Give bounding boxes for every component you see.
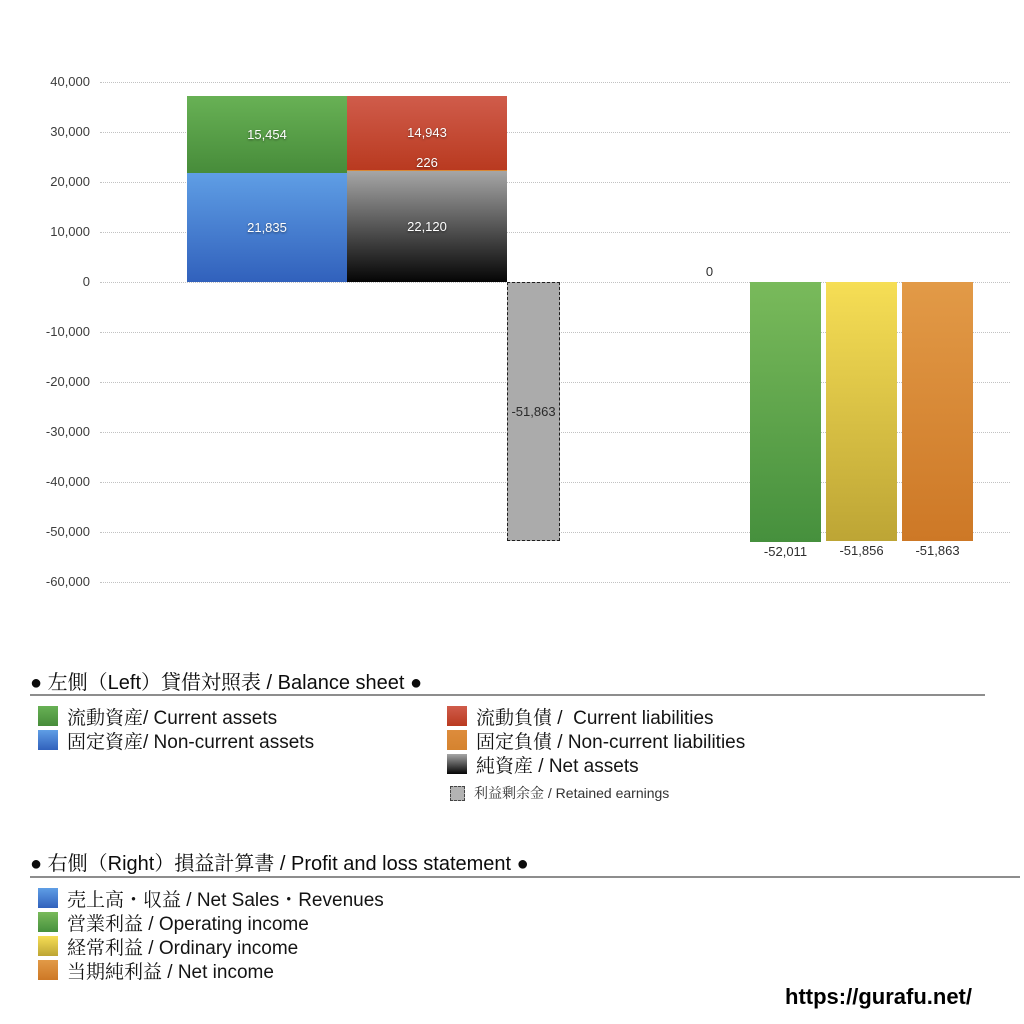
- balance-sheet-legend-title: ● 左側（Left）貸借対照表 / Balance sheet ●: [30, 672, 423, 694]
- y-axis-tick-label: 40,000: [50, 74, 90, 89]
- legend-label-retained-earnings: 利益剰余金 / Retained earnings: [474, 785, 670, 801]
- bar-value-label: 15,454: [247, 126, 287, 142]
- legend-item-operating-income: [38, 910, 384, 934]
- legend-swatch-operating-income: [38, 912, 58, 932]
- gridline: [100, 582, 1010, 583]
- legend-label-net-sales: 売上高・収益 / Net Sales・Revenues: [67, 889, 384, 911]
- bar-value-label: -51,856: [839, 543, 884, 559]
- legend-item-retained-earnings: [447, 782, 745, 804]
- bar-value-label: 22,120: [407, 219, 447, 235]
- y-axis-tick-label: -50,000: [45, 524, 90, 539]
- bar-ordinary-income: [826, 282, 897, 541]
- legend-label-non-current-assets: 固定資産/ Non-current assets: [67, 731, 315, 753]
- legend-item-current-liabilities: [447, 704, 745, 728]
- y-axis-tick-label: 0: [82, 274, 90, 289]
- gridline: [100, 82, 1010, 83]
- bar-value-label: -52,011: [763, 544, 808, 560]
- legend-item-net-sales: [38, 886, 384, 910]
- legend-swatch-net-assets: [447, 754, 467, 774]
- bar-retained-earnings: -51,863: [507, 282, 560, 541]
- watermark-url: https://gurafu.net/: [785, 984, 972, 1009]
- legend-swatch-ordinary-income: [38, 936, 58, 956]
- legend-label-current-liabilities: 流動負債 / Current liabilities: [476, 707, 714, 729]
- legend-item-net-assets: [447, 752, 745, 776]
- legend-swatch-current-assets: [38, 706, 58, 726]
- bar-value-label: 226: [416, 155, 438, 171]
- y-axis-tick-label: -30,000: [45, 424, 90, 439]
- legend-item-ordinary-income: [38, 934, 384, 958]
- bar-operating-income: [750, 282, 821, 542]
- legend-label-ordinary-income: 経常利益 / Ordinary income: [67, 937, 299, 959]
- bar-net-assets: [347, 171, 507, 282]
- balance-sheet-legend-column-liabilities: [447, 704, 745, 804]
- y-axis-tick-label: -10,000: [45, 324, 90, 339]
- legend-swatch-retained-earnings: [450, 786, 465, 801]
- pnl-legend-divider: [30, 876, 1020, 878]
- bar-current-assets: [187, 96, 347, 173]
- legend-label-operating-income: 営業利益 / Operating income: [67, 913, 309, 935]
- balance-sheet-legend-divider: [30, 694, 985, 696]
- legend-label-net-income: 当期純利益 / Net income: [67, 961, 274, 983]
- bar-value-label: 14,943: [407, 125, 447, 141]
- legend-swatch-current-liabilities: [447, 706, 467, 726]
- bar-value-label: -51,863: [915, 543, 960, 559]
- y-axis-tick-label: -60,000: [45, 574, 90, 589]
- legend-item-net-income: [38, 958, 384, 982]
- bar-value-label: 21,835: [247, 219, 287, 235]
- y-axis-tick-label: 10,000: [50, 224, 90, 239]
- y-axis-tick-label: 30,000: [50, 124, 90, 139]
- legend-swatch-non-current-assets: [38, 730, 58, 750]
- legend-swatch-net-income: [38, 960, 58, 980]
- legend-item-current-assets: [38, 704, 314, 728]
- bar-non-current-assets: [187, 173, 347, 282]
- y-axis-tick-label: 20,000: [50, 174, 90, 189]
- legend-item-non-current-assets: [38, 728, 314, 752]
- bar-net-income: [902, 282, 973, 541]
- legend-item-non-current-liabilities: [447, 728, 745, 752]
- y-axis-tick-label: -20,000: [45, 374, 90, 389]
- legend-swatch-non-current-liabilities: [447, 730, 467, 750]
- y-axis-tick-label: -40,000: [45, 474, 90, 489]
- legend-label-current-assets: 流動資産/ Current assets: [67, 707, 278, 729]
- legend-swatch-net-sales: [38, 888, 58, 908]
- balance-sheet-legend-column-assets: [38, 704, 314, 752]
- bar-value-label: 0: [705, 264, 714, 279]
- legend-label-net-assets: 純資産 / Net assets: [476, 755, 639, 777]
- pnl-legend-items: [38, 886, 384, 982]
- legend-label-non-current-liabilities: 固定負債 / Non-current liabilities: [476, 731, 746, 753]
- pnl-legend-title: ● 右側（Right）損益計算書 / Profit and loss statement ●: [30, 853, 529, 875]
